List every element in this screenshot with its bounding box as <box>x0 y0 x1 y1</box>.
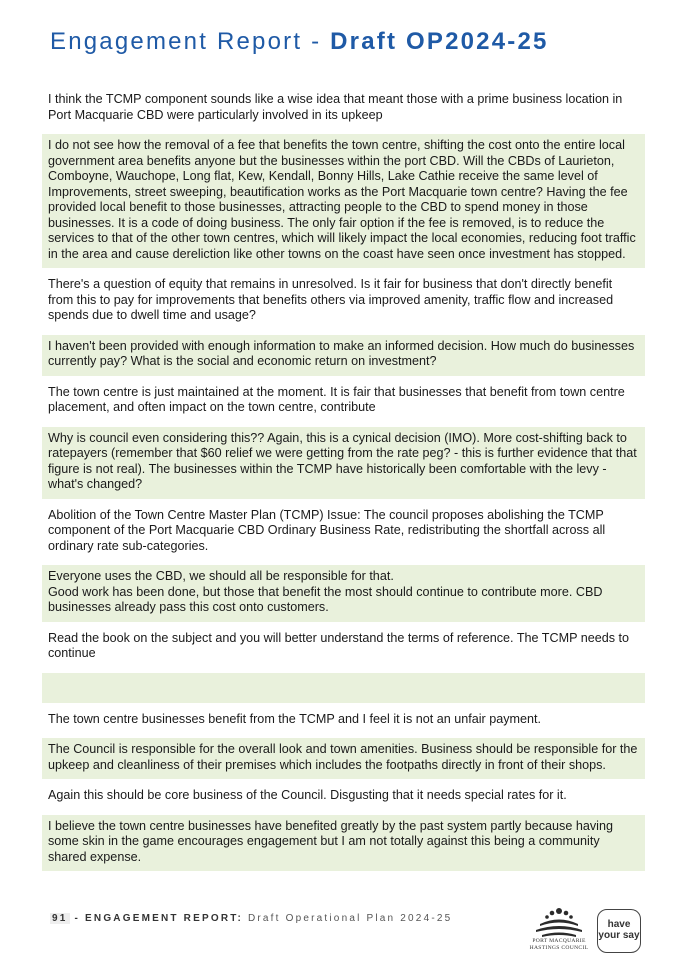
page-footer <box>50 913 452 924</box>
response-item <box>42 673 645 703</box>
response-item <box>42 381 645 422</box>
response-item <box>42 708 645 734</box>
have-your-say-logo <box>597 909 641 953</box>
response-text: I think the TCMP component sounds like a wise idea that meant those with a prime business location in Port Macquarie CBD were particularly involved in its upkeep <box>48 92 623 122</box>
footer-separator: - <box>69 913 86 924</box>
response-item <box>42 427 645 499</box>
page-number: 91 <box>52 913 68 924</box>
response-item <box>42 335 645 376</box>
logo-text-line2: HASTINGS COUNCIL <box>529 945 589 951</box>
response-item <box>42 815 645 872</box>
response-text: I haven't been provided with enough information to make an informed decision. How much do businesses currently pay? What is the social and economic return on investment? <box>48 338 635 368</box>
response-item <box>42 134 645 268</box>
response-text: Why is council even considering this?? Again, this is a cynical decision (IMO). More cost-shifting back to ratepayers (remember that $60 relief we were getting from the rate peg? - this is further evidence that that figure is not real). The businesses within the TCMP have historically been comfortable with the levy - what's changed? <box>48 430 637 491</box>
response-text: There's a question of equity that remains in unresolved. Is it fair for business that don't directly benefit from this to pay for improvements that benefits others via improved amenity, traffic flow and increased spends due to dwell time and usage? <box>48 277 614 322</box>
footer-label: ENGAGEMENT REPORT: <box>85 913 243 924</box>
response-item <box>42 784 645 810</box>
council-logo-mark-icon <box>526 906 592 938</box>
response-text: Everyone uses the CBD, we should all be responsible for that. <box>48 569 394 583</box>
response-item <box>42 88 645 129</box>
response-text: Good work has been done, but those that benefit the most should continue to contribute more. CBD businesses already pass this cost onto customers. <box>48 584 603 614</box>
logo-text-line1: PORT MACQUARIE <box>532 938 586 944</box>
have-your-say-line1: have <box>607 919 631 930</box>
response-list <box>42 88 645 876</box>
have-your-say-line2: your say <box>598 930 640 941</box>
response-item <box>42 565 645 622</box>
response-text: I believe the town centre businesses have benefited greatly by the past system partly because having some skin in the game encourages engagement but I am not totally against this being a community shared expense. <box>48 818 613 864</box>
council-logo <box>526 906 592 958</box>
title-prefix: Engagement Report - <box>50 28 331 55</box>
footer-doc-title: Draft Operational Plan 2024-25 <box>242 913 453 924</box>
response-text: The town centre is just maintained at the moment. It is fair that businesses that benefit from town centre placement, and often impact on the town centre, contribute <box>48 384 625 414</box>
response-text: Read the book on the subject and you will better understand the terms of reference. The TCMP needs to continue <box>48 630 630 660</box>
response-item <box>42 504 645 561</box>
page-title <box>50 28 549 56</box>
response-item <box>42 273 645 330</box>
response-item <box>42 627 645 668</box>
response-item <box>42 738 645 779</box>
response-text: The Council is responsible for the overall look and town amenities. Business should be responsible for the upkeep and cleanliness of their premises which includes the footpaths directly in front of their shops. <box>48 742 638 772</box>
response-text: Again this should be core business of the Council. Disgusting that it needs special rates for it. <box>48 788 567 802</box>
response-text: The town centre businesses benefit from the TCMP and I feel it is not an unfair payment. <box>48 711 542 726</box>
title-draft: Draft OP2024-25 <box>330 28 549 55</box>
response-text: Abolition of the Town Centre Master Plan (TCMP) Issue: The council proposes abolishing the TCMP component of the Port Macquarie CBD Ordinary Business Rate, redistributing the shortfall across all ordinary rate sub-categories. <box>48 507 606 553</box>
response-text: I do not see how the removal of a fee that benefits the town centre, shifting the cost onto the entire local government area benefits anyone but the businesses within the port CBD. Will the CBDs of Laurieton, Comboyne, Wauchope, Long flat, Kew, Kendall, Bonny Hills, Lake Cathie receive the same level of Improvements, street sweeping, beautification works as the Port Macquarie town centre? Having the fee provided local benefit to those businesses, attracting people to the CBD to spend money in those businesses. It is a code of doing business. The only fair option if the fee is removed, is to reduce the services to that of the other town centres, which will likely impact the local economies, reducing foot traffic in the area and cause dereliction like other towns on the coast have seen once investment has stopped. <box>48 138 636 261</box>
